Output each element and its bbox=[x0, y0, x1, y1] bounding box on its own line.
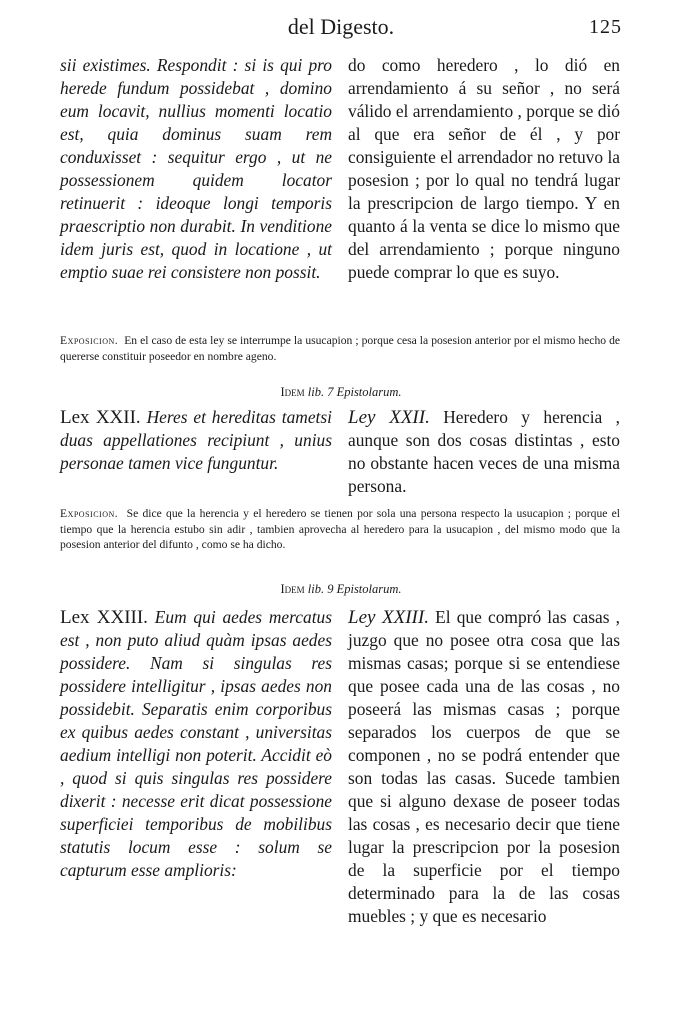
exposicion-label: Exposicion. bbox=[60, 334, 119, 347]
source-citation bbox=[0, 582, 682, 597]
latin-column bbox=[60, 54, 332, 284]
source-author: Idem bbox=[280, 385, 305, 399]
exposicion-text: En el caso de esta ley se interrumpe la usucapion ; porque cesa la posesion anterior por el mismo hecho de quererse constituir poseedor en nombre ageno. bbox=[60, 334, 621, 363]
exposicion-note bbox=[60, 333, 620, 364]
spanish-text: El que compró las casas , juzgo que no posee otra cosa que las mismas casas; porque si se entendiese que posee cada una de las cosas , no poseerá las mismas casas ; porque separados los cuerpos de que se componen , no se podrá entender que son todas las casas. Sucede tambien que si alguno dexase de poseer todas las cosas , es necesario decir que tiene lugar la prescripcion por la posesion de la superficie por el tiempo determinado para la de las cosas muebles ; y que es necesario bbox=[348, 607, 620, 926]
source-author: Idem bbox=[280, 582, 305, 596]
ley-label: Ley XXIII. bbox=[348, 607, 429, 628]
latin-column bbox=[60, 406, 332, 498]
source-work: lib. 9 Epistolarum. bbox=[307, 582, 402, 596]
exposicion-label: Exposicion. bbox=[60, 507, 119, 520]
latin-text: Heres et hereditas tametsi duas appellationes recipiunt , unius personae tamen vice funguntur. bbox=[60, 407, 332, 473]
exposicion-text: Se dice que la herencia y el heredero se tienen por sola una persona respecto la usucapion ; porque el tiempo que la herencia estubo sin adir , tambien aprovecha al heredero para la usucapion , del mismo modo que la posesion anterior del difunto , como se ha dicho. bbox=[60, 507, 621, 551]
page-number: 125 bbox=[589, 16, 622, 38]
law-block-continuation bbox=[60, 54, 620, 284]
ley-label: Ley XXII. bbox=[348, 407, 430, 428]
spanish-text: Heredero y herencia , aunque son dos cosas distintas , esto no obstante hacen veces de una misma persona. bbox=[348, 407, 620, 496]
latin-column bbox=[60, 606, 332, 928]
latin-text: Eum qui aedes mercatus est , non puto aliud quàm ipsas aedes possidere. Nam si singulas res possidere intelligitur , ipsas aedes non possidebit. Separatis enim corporibus ex quibus aedes constant , universitas aedium intelligi non poterit. Accidit eò , quod si quis singulas res possidere dixerit : necesse erit dicat possessione superficiei temporibus de mobilibus statutis locum esse : solum se capturum esse amplioris: bbox=[60, 607, 332, 880]
source-work: lib. 7 Epistolarum. bbox=[307, 385, 402, 399]
spanish-column bbox=[348, 606, 620, 928]
running-title: del Digesto. bbox=[287, 14, 395, 39]
lex-label: Lex XXII. bbox=[60, 407, 141, 428]
exposicion-note bbox=[60, 506, 620, 553]
page-header bbox=[0, 14, 682, 44]
spanish-text: do como heredero , lo dió en arrendamiento á su señor , no será válido el arrendamiento , porque se dió al que era señor de él , y por consiguiente el arrendador no retuvo la posesion ; por lo qual no tendrá lugar la prescripcion de largo tiempo. Y en quanto á la venta se dice lo mismo que del arrendamiento ; porque ninguno puede comprar lo que es suyo. bbox=[348, 55, 620, 282]
spanish-column bbox=[348, 406, 620, 498]
law-block-xxiii bbox=[60, 606, 620, 928]
lex-label: Lex XXIII. bbox=[60, 607, 148, 628]
spanish-column bbox=[348, 54, 620, 284]
latin-text: sii existimes. Respondit : si is qui pro herede fundum possidebat , domino eum locavit, nullius momenti locatio est, quia dominus suam rem conduxisset : sequitur ergo , ut ne possessionem quidem locator retinuerit : ideoque longi temporis praescriptio non durabit. In venditione idem juris est, quod in locatione , ut emptio suae rei consistere non possit. bbox=[60, 55, 332, 282]
law-block-xxii bbox=[60, 406, 620, 498]
source-citation bbox=[0, 385, 682, 400]
